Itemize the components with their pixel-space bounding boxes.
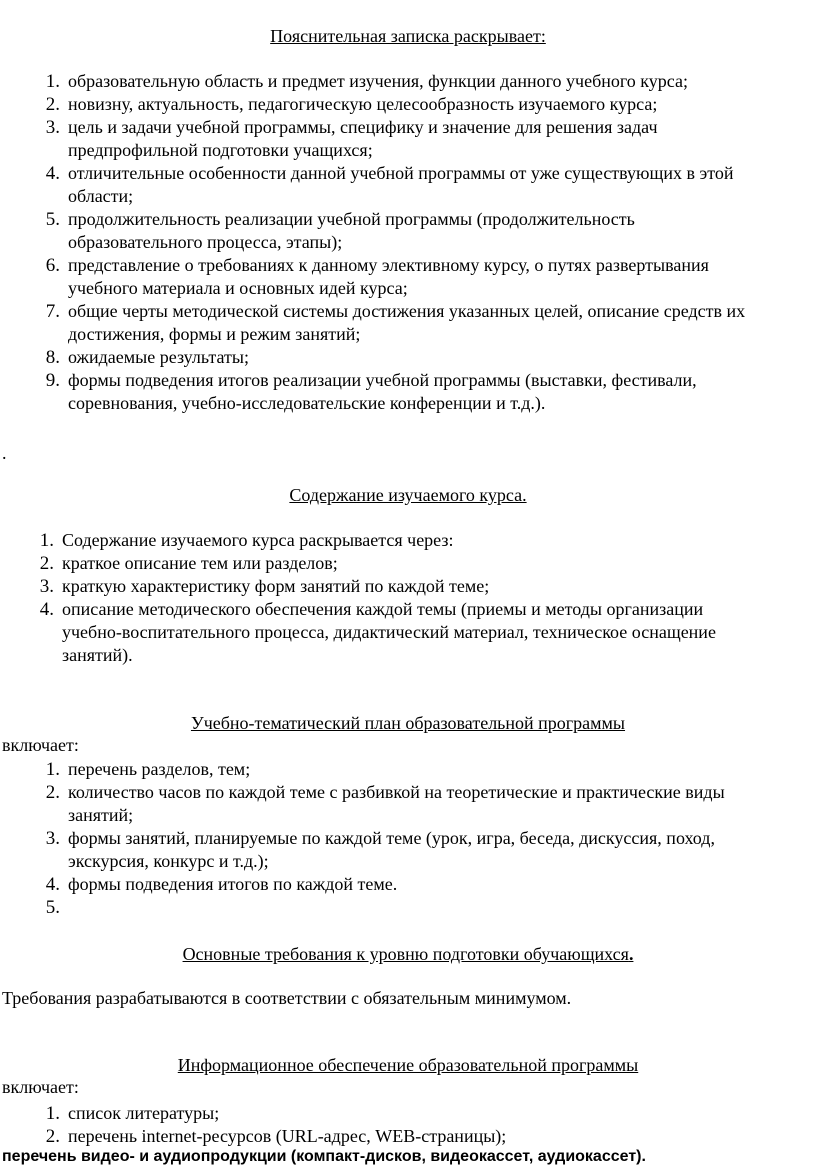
list-item: 4. описание методического обеспечения каждой темы (приемы и методы организации учебно-воспитательного процесса, дидактический материал, техническое оснащение занятий). bbox=[39, 599, 716, 665]
list-item: 1. Содержание изучаемого курса раскрывается через: bbox=[39, 530, 454, 551]
list-item: 2. новизну, актуальность, педагогическую целесообразность изучаемого курса; bbox=[45, 94, 658, 115]
list-item: 9. формы подведения итогов реализации учебной программы (выставки, фестивали, соревнования, учебно-исследовательские конференции и т.д.). bbox=[45, 370, 697, 413]
list-item: 2. краткое описание тем или разделов; bbox=[39, 553, 338, 574]
stray-dot: . bbox=[2, 443, 7, 463]
section-title-requirements: Основные требования к уровню подготовки обучающихся. bbox=[182, 944, 634, 964]
list-item: 5. bbox=[45, 897, 60, 918]
information-support-intro: включает: bbox=[2, 1077, 79, 1097]
course-content-list bbox=[39, 529, 792, 667]
list-item: 3. формы занятий, планируемые по каждой теме (урок, игра, беседа, дискуссия, поход, экскурсия, конкурс и т.д.); bbox=[45, 828, 715, 871]
explanatory-note-list bbox=[45, 70, 798, 415]
section-title-thematic-plan: Учебно-тематический план образовательной программы bbox=[190, 713, 626, 733]
section-title-course-content: Содержание изучаемого курса. bbox=[289, 485, 527, 505]
list-item: 2. количество часов по каждой теме с разбивкой на теоретические и практические виды занятий; bbox=[45, 782, 725, 825]
list-item: 4. отличительные особенности данной учебной программы от уже существующих в этой области; bbox=[45, 163, 734, 206]
requirements-text: Требования разрабатываются в соответствии с обязательным минимумом. bbox=[2, 988, 572, 1008]
list-item: 1. перечень разделов, тем; bbox=[45, 759, 251, 780]
list-item: 2. перечень internet-ресурсов (URL-адрес, WEB-страницы); bbox=[45, 1126, 507, 1147]
information-support-list bbox=[45, 1102, 798, 1148]
list-item: 3. цель и задачи учебной программы, специфику и значение для решения задач предпрофильной подготовки учащихся; bbox=[45, 117, 658, 160]
section-title-information-support: Информационное обеспечение образовательной программы bbox=[177, 1055, 639, 1075]
thematic-plan-intro: включает: bbox=[2, 735, 79, 755]
list-item: 6. представление о требованиях к данному элективному курсу, о путях развертывания учебного материала и основных идей курса; bbox=[45, 255, 709, 298]
list-item: 4. формы подведения итогов по каждой теме. bbox=[45, 874, 398, 895]
thematic-plan-list bbox=[45, 758, 798, 919]
media-list-line: перечень видео- и аудиопродукции (компакт-дисков, видеокассет, аудиокассет). bbox=[2, 1148, 646, 1165]
list-item: 3. краткую характеристику форм занятий по каждой теме; bbox=[39, 576, 490, 597]
list-item: 7. общие черты методической системы достижения указанных целей, описание средств их достижения, формы и режим занятий; bbox=[45, 301, 746, 344]
section-title-explanatory-note: Пояснительная записка раскрывает: bbox=[270, 26, 546, 46]
list-item: 1. список литературы; bbox=[45, 1103, 220, 1124]
list-item: 5. продолжительность реализации учебной программы (продолжительность образовательного процесса, этапы); bbox=[45, 209, 635, 252]
list-item: 8. ожидаемые результаты; bbox=[45, 347, 249, 368]
list-item: 1. образовательную область и предмет изучения, функции данного учебного курса; bbox=[45, 71, 688, 92]
